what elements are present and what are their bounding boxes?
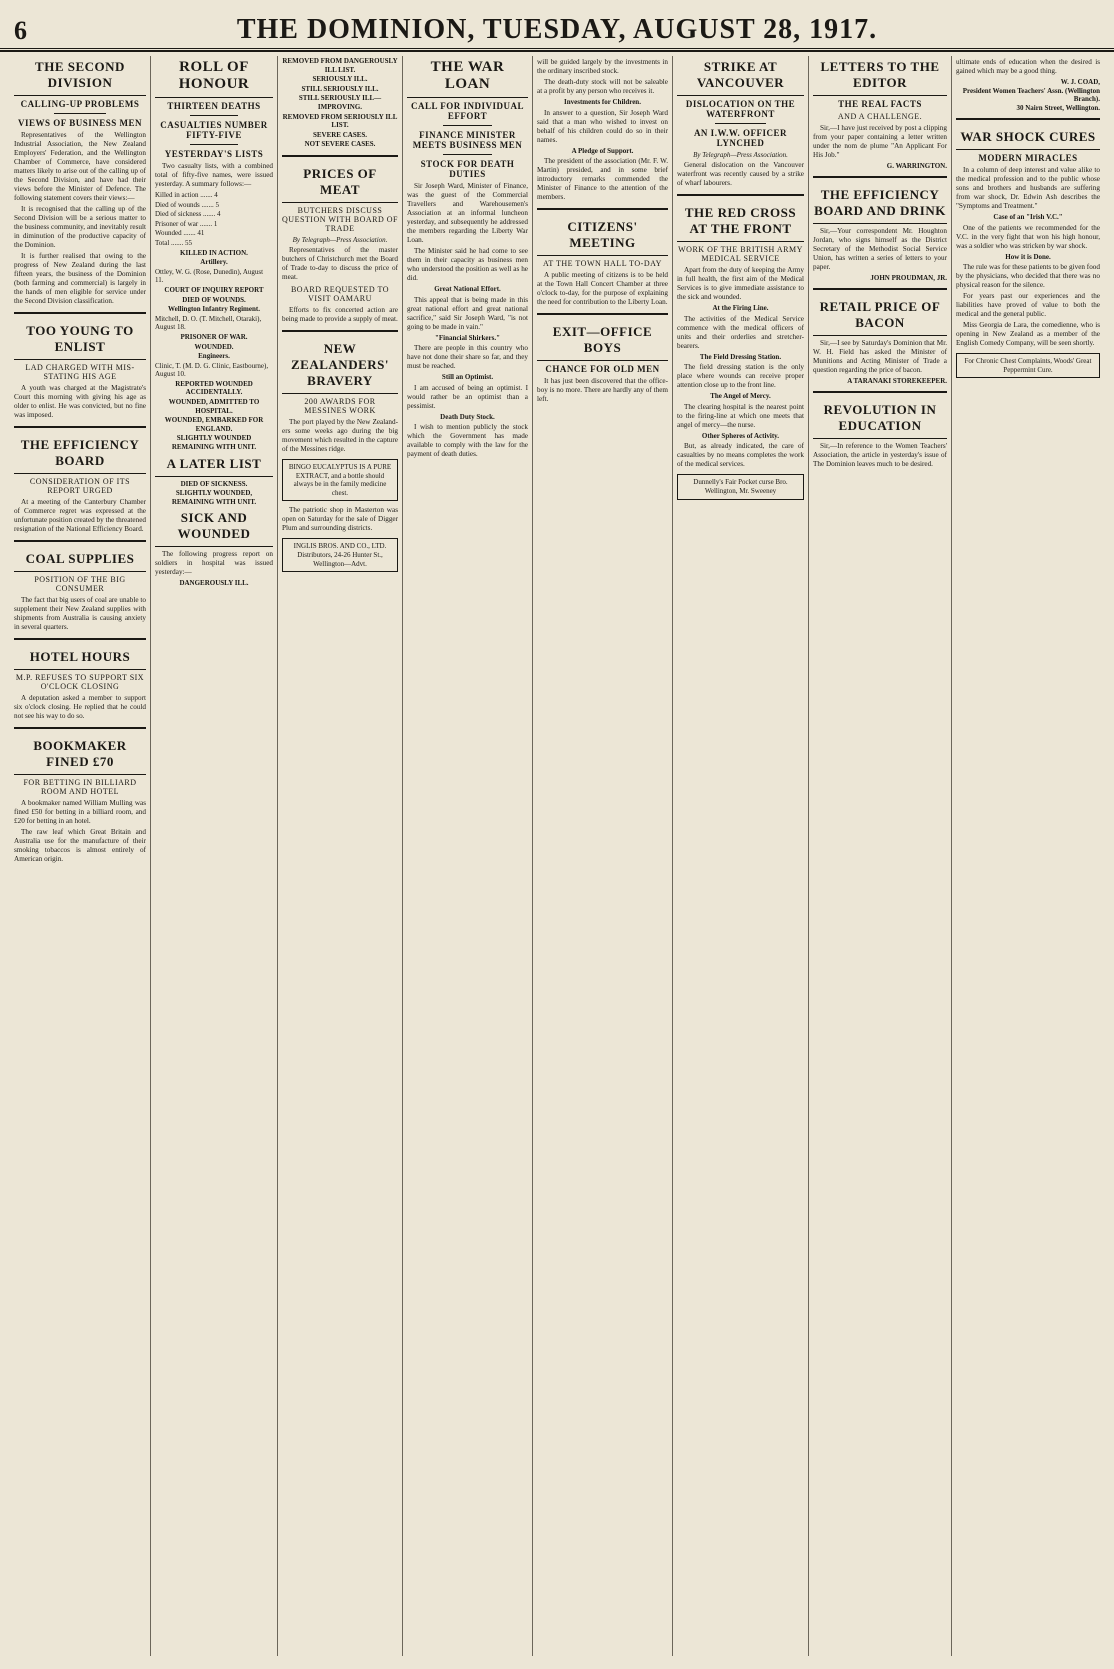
article-paragraph: The clearing hospital is the nearest point to the firing-line at which one meets that angel of mercy—the nurse. <box>677 402 804 429</box>
article-subheading: FINANCE MINISTER MEETS BUSINESS MEN <box>412 130 523 150</box>
article-subheading: AN I.W.W. OFFICER LYNCHED <box>693 128 788 148</box>
article-heading: EXIT—OFFICE BOYS <box>537 321 668 361</box>
letter-signature: G. WARRINGTON. <box>886 162 947 170</box>
column-3 <box>277 56 402 1656</box>
article-heading: TOO YOUNG TO ENLIST <box>14 320 146 360</box>
divider <box>282 155 398 157</box>
section-label: STILL SERIOUSLY ILL. <box>301 84 379 93</box>
article-heading: HOTEL HOURS <box>14 646 146 670</box>
article-heading: WAR SHOCK CURES <box>956 126 1100 150</box>
column-6 <box>672 56 808 1656</box>
divider <box>190 144 237 145</box>
article-subheading: MODERN MIRACLES <box>978 153 1078 163</box>
advertisement: Dunnelly's Fair Pocket curse Bro. Wellington, Mr. Sweeney <box>677 474 804 499</box>
article-subheading: FOR BETTING IN BILLIARD ROOM AND HOTEL <box>23 778 137 796</box>
section-label: WOUNDED. <box>194 342 234 351</box>
article-heading: BOOKMAKER FINED £70 <box>14 735 146 775</box>
summary-line: Prisoner of war ....... 1 <box>155 219 218 228</box>
article-heading: RETAIL PRICE OF BACON <box>813 296 947 336</box>
article-paragraph: The Minister said he had come to see them in their capacity as business men who understood the position as well as he did. <box>407 247 528 282</box>
summary-line: Wounded ....... 41 <box>155 229 205 238</box>
article-paragraph: The death-duty stock will not be saleable at a profit by any person who receives it. <box>537 78 668 95</box>
divider <box>443 125 491 126</box>
divider <box>14 312 146 314</box>
section-label: SEVERE CASES. <box>312 130 368 139</box>
section-label: REMOVED FROM DANGEROUSLY ILL LIST. <box>282 57 398 74</box>
article-heading: REVOLUTION IN EDUCATION <box>813 399 947 439</box>
article-heading: THE RED CROSS AT THE FRONT <box>677 202 804 242</box>
article-subheading: THE REAL FACTS <box>838 99 922 109</box>
summary-line: Died of sickness ....... 4 <box>155 210 221 219</box>
summary-line: Died of wounds ....... 5 <box>155 200 219 209</box>
summary-line: Total ....... 55 <box>155 238 193 247</box>
section-label: REPORTED WOUNDED ACCIDENTALLY. <box>175 379 253 397</box>
divider <box>813 176 947 178</box>
section-label: The Angel of Mercy. <box>710 392 771 401</box>
section-label: Still an Optimist. <box>441 373 494 382</box>
article-heading: NEW ZEALANDERS' BRAVERY <box>282 338 398 394</box>
article-paragraph: Representatives of the Wellington Industrial Association, the New Zealand Employers' Federation, and the Wellington Chamber of Commerce, have considered matters likely to arise out of the calling up of the Second Division, and have had their views before the Minister of Defence. The following statement covers their views:— <box>14 131 146 202</box>
article-paragraph: The raw leaf which Great Britain and Australia use for the manufacture of their smoking tobaccos is almost entirely of American origin. <box>14 828 146 863</box>
article-paragraph: Miss Georgia de Lara, the comedienne, who is opening in New Zealand as a member of the English Comedy Company, will be seen shortly. <box>956 321 1100 348</box>
divider <box>14 727 146 729</box>
newspaper-title: THE DOMINION, TUESDAY, AUGUST 28, 1917. <box>236 14 878 45</box>
section-label: "Financial Shirkers." <box>435 333 500 342</box>
column-2 <box>150 56 277 1656</box>
divider <box>54 113 107 114</box>
masthead-rule <box>0 48 1114 49</box>
article-paragraph: Apart from the duty of keeping the Army in full health, the first aim of the Medical Services is to give immediate assistance to the sick and wounded. <box>677 266 804 301</box>
article-subheading: M.P. REFUSES TO SUPPORT SIX O'CLOCK CLOSING <box>15 673 145 691</box>
article-subheading: CASUALTIES NUMBER FIFTY-FIVE <box>160 120 268 140</box>
masthead <box>0 0 1114 52</box>
article-heading: STRIKE AT VANCOUVER <box>677 56 804 96</box>
section-label: Investments for Children. <box>564 98 641 106</box>
article-paragraph: The rule was for these patients to be given food by the physicians, who decided that there was no physical reason for the silence. <box>956 263 1100 290</box>
divider <box>443 154 491 155</box>
unit-label: Wellington Infantry Regiment. <box>168 305 260 314</box>
section-label: DIED OF WOUNDS. <box>182 295 246 304</box>
article-paragraph: I wish to mention publicly the stock which the Government has made available to comply with the law for the payment of death duties. <box>407 423 528 459</box>
article-paragraph: The following progress report on soldiers in hospital was issued yesterday:— <box>155 550 273 577</box>
article-paragraph: It is recognised that the calling up of the Second Division will be a serious matter to the business community, and inevitably result in diminution of the productive capacity of the Dominion. <box>14 205 146 249</box>
section-label: SLIGHTLY WOUNDED, REMAINING WITH UNIT. <box>171 489 257 506</box>
section-label: A Pledge of Support. <box>571 146 634 155</box>
section-label: PRISONER OF WAR. <box>180 332 248 341</box>
article-paragraph: Two casualty lists, with a combined total of fifty-five names, were issued yesterday. A summary follows:— <box>155 162 273 188</box>
article-heading: A LATER LIST <box>155 453 273 477</box>
letter-paragraph: Sir,—I see by Saturday's Dominion that Mr. W. H. Field has asked the Minister of Munitions and Acting Minister of Trade a question regarding the price of bacon. <box>813 339 947 374</box>
section-label: SLIGHTLY WOUNDED REMAINING WITH UNIT. <box>171 434 257 452</box>
section-label: KILLED IN ACTION. <box>180 248 248 257</box>
section-label: REMOVED FROM SERIOUSLY ILL LIST. <box>282 112 398 130</box>
section-label: DANGEROUSLY ILL. <box>179 579 249 588</box>
article-heading: SICK AND WOUNDED <box>155 507 273 547</box>
article-paragraph: It is further realised that owing to the progress of New Zealand during the last fifteen years, the business of the Dominion (both farming and commercial) is largely in the hands of men eligible for service under the Second Division classification. <box>14 252 146 305</box>
article-paragraph: At a meeting of the Canterbury Chamber of Commerce regret was expressed at the unfortunate position created by the threatened resignation of the National Efficiency Board. <box>14 498 146 533</box>
divider <box>537 208 668 210</box>
article-heading: COAL SUPPLIES <box>14 548 146 572</box>
article-paragraph: The port played by the New Zealand-ers some weeks ago during the big movement which resulted in the capture of the Messines ridge. <box>282 417 398 453</box>
article-heading: THE SECOND DIVISION <box>14 56 146 96</box>
article-paragraph: A bookmaker named William Mulling was fined £50 for betting in a billiard room, and £20 for betting in an hotel. <box>14 799 146 825</box>
article-paragraph: It has just been discovered that the office-boy is no more. There are hardly any of them left. <box>537 377 668 404</box>
divider <box>14 426 146 428</box>
article-heading: ROLL OF HONOUR <box>155 56 273 98</box>
article-paragraph: Sir Joseph Ward, Minister of Finance, was the guest of the Commercial Travellers and Warehousemen's Association at an informal luncheon yesterday, and subsequently he addressed the members regarding the Liberty War Loan. <box>407 182 528 244</box>
section-label: WOUNDED, EMBARKED FOR ENGLAND. <box>164 416 264 433</box>
casualty-entry: Clinic, T. (M. D. G. Clinic, Eastbourne), August 10. <box>155 361 269 379</box>
column-1 <box>10 56 150 1656</box>
section-label: WOUNDED, ADMITTED TO HOSPITAL. <box>168 398 260 415</box>
article-paragraph: will be guided largely by the investments in the ordinary inscribed stock. <box>537 58 668 75</box>
section-label: At the Firing Line. <box>712 304 769 312</box>
divider <box>537 313 668 315</box>
casualty-entry: Ottley, W. G. (Rose, Dunedin), August 11. <box>155 267 264 285</box>
article-paragraph: A youth was charged at the Magistrate's Court this morning with giving his age as older to enlist. He was convicted, but no fine was imposed. <box>14 384 146 419</box>
article-paragraph: But, as already indicated, the care of casualties by no means completes the work of the medical services. <box>677 442 804 469</box>
section-label: DIED OF SICKNESS. <box>180 479 248 488</box>
summary-line: Killed in action ....... 4 <box>155 191 218 199</box>
section-label: Other Spheres of Activity. <box>701 431 780 440</box>
article-paragraph: A public meeting of citizens is to be held at the Town Hall Concert Chamber at three o'clock to-day, for the purpose of explaining the need for contribution to the Liberty Loan. <box>537 271 668 307</box>
article-paragraph: A deputation asked a member to support six o'clock closing. He replied that he could not see his way to do so. <box>14 694 146 720</box>
article-subheading: AND A CHALLENGE. <box>837 112 923 121</box>
article-subheading: 200 AWARDS FOR MESSINES WORK <box>304 396 376 415</box>
article-paragraph: The fact that big users of coal are unable to supplement their New Zealand supplies with shipments from Australia is causing anxiety in several quarters. <box>14 596 146 631</box>
article-heading: THE EFFICIENCY BOARD AND DRINK <box>813 184 947 224</box>
advertisement: For Chronic Chest Complaints, Woods' Great Peppermint Cure. <box>956 353 1100 378</box>
divider <box>677 194 804 196</box>
section-label: Death Duty Stock. <box>440 412 495 421</box>
section-label: Case of an "Irish V.C." <box>993 213 1063 221</box>
divider <box>14 540 146 542</box>
advertisement: BINGO EUCALYPTUS IS A PURE EXTRACT, and a bottle should always be in the family medicine chest. <box>282 459 398 501</box>
section-label: SERIOUSLY ILL. <box>312 75 368 84</box>
article-paragraph: Representatives of the master butchers of Christchurch met the Board of Trade to-day to discuss the price of meat. <box>282 245 398 281</box>
advertisement: INGLIS BROS. AND CO., LTD. Distributors, 24-26 Hunter St., Wellington—Advt. <box>282 538 398 572</box>
unit-label: Artillery. <box>200 258 228 267</box>
letter-signature: 30 Nairn Street, Wellington. <box>1016 104 1100 112</box>
article-paragraph: For years past our experiences and the liabilities have proved of value to both the medical and the general public. <box>956 292 1100 319</box>
article-subheading: CHANCE FOR OLD MEN <box>545 364 660 375</box>
letter-signature: JOHN PROUDMAN, JR. <box>870 274 947 282</box>
divider <box>813 288 947 290</box>
divider <box>715 123 766 124</box>
article-subheading: DISLOCATION ON THE WATERFRONT <box>685 99 796 119</box>
section-label: NOT SEVERE CASES. <box>304 140 376 149</box>
letter-paragraph: Sir,—I have just received by post a clipping from your paper containing a letter written under the nom de plume "An Applicant For His Job." <box>813 124 947 159</box>
article-subheading: STOCK FOR DEATH DUTIES <box>420 159 515 179</box>
article-heading: LETTERS TO THE EDITOR <box>813 56 947 96</box>
letter-signature: President Women Teachers' Assn. (Wellington Branch). <box>962 87 1100 103</box>
article-paragraph: The patriotic shop in Masterton was open on Saturday for the sale of Digger Plum and surrounding districts. <box>282 506 398 533</box>
section-label: Great National Effort. <box>434 285 501 293</box>
article-paragraph: There are people in this country who have not done their share so far, and they must be reached. <box>407 344 528 371</box>
divider <box>190 115 237 116</box>
article-heading: PRICES OF MEAT <box>282 163 398 203</box>
letter-signature: W. J. COAD, <box>1060 78 1100 86</box>
column-7 <box>808 56 951 1656</box>
article-subheading: YESTERDAY'S LISTS <box>164 149 264 159</box>
divider <box>956 118 1100 120</box>
article-subheading: THIRTEEN DEATHS <box>167 101 261 111</box>
divider <box>282 330 398 332</box>
divider <box>14 638 146 640</box>
article-subheading: BOARD REQUESTED TO VISIT OAMARU <box>290 284 390 303</box>
article-paragraph: In a column of deep interest and value alike to the medical profession and to the public whose sons and brothers and husbands are suffering from war shock, Dr. Edwin Ash describes the "Symptoms and Treatment." <box>956 166 1100 210</box>
column-5 <box>532 56 672 1656</box>
letter-paragraph: ultimate ends of education when the desired is gained which may be a good thing. <box>956 58 1100 75</box>
unit-label: Engineers. <box>198 352 230 361</box>
article-heading: THE EFFICIENCY BOARD <box>14 434 146 474</box>
section-label: COURT OF INQUIRY REPORT <box>164 285 264 294</box>
article-paragraph: In answer to a question, Sir Joseph Ward said that a man who wished to invest on behalf of his children could do so in their names. <box>537 108 668 144</box>
article-paragraph: I am accused of being an optimist. I would rather be an optimist than a pessimist. <box>407 383 528 410</box>
article-paragraph: The field dressing station is the only place where wounds can receive proper attention close up to the front line. <box>677 363 804 390</box>
page-number: 6 <box>14 16 27 45</box>
letter-paragraph: Sir,—In reference to the Women Teachers' Association, the article in yesterday's issue of The Dominion leaves much to be desired. <box>813 442 947 468</box>
article-subheading: VIEWS OF BUSINESS MEN <box>18 118 142 128</box>
article-subheading: CONSIDERATION OF ITS REPORT URGED <box>29 477 131 495</box>
article-subheading: LAD CHARGED WITH MIS-STATING HIS AGE <box>25 363 135 381</box>
byline: By Telegraph—Press Association. <box>693 151 788 159</box>
article-paragraph: One of the patients we recommended for the V.C. in the very fight that won his high honour, was a soldier who was stricken by war shock. <box>956 223 1100 250</box>
letter-paragraph: Sir,—Your correspondent Mr. Houghton Jordan, who signs himself as the District Secretary of the Methodist Social Service Union, has written a series of letters to your paper. <box>813 227 947 271</box>
casualty-entry: Mitchell, D. O. (T. Mitchell, Otaraki), August 18. <box>155 314 262 332</box>
article-paragraph: Efforts to fix concerted action are being made to provide a supply of meat. <box>282 305 398 323</box>
article-paragraph: The president of the association (Mr. F. W. Martin) presided, and in some brief introductory remarks commended the Minister of Finance to the attention of the members. <box>537 157 668 202</box>
section-label: STILL SERIOUSLY ILL—IMPROVING. <box>298 94 382 111</box>
article-heading: THE WAR LOAN <box>407 56 528 98</box>
article-paragraph: General dislocation on the Vancouver waterfront was recently caused by a strike of wharf labourers. <box>677 161 804 187</box>
article-subheading: AT THE TOWN HALL TO-DAY <box>543 259 662 269</box>
article-subheading: CALL FOR INDIVIDUAL EFFORT <box>410 101 524 121</box>
section-label: The Field Dressing Station. <box>699 352 782 361</box>
article-subheading: POSITION OF THE BIG CONSUMER <box>34 575 126 593</box>
letter-signature: A TARANAKI STOREKEEPER. <box>847 377 947 385</box>
section-label: How it is Done. <box>1005 252 1051 261</box>
column-4 <box>402 56 532 1656</box>
column-8 <box>951 56 1104 1656</box>
article-subheading: CALLING-UP PROBLEMS <box>20 99 140 109</box>
article-paragraph: The activities of the Medical Service commence with the medical officers of units and their orderlies and stretcher-bearers. <box>677 314 804 350</box>
article-subheading: WORK OF THE BRITISH ARMY MEDICAL SERVICE <box>678 245 803 263</box>
article-subheading: BUTCHERS DISCUSS QUESTION WITH BOARD OF TRADE <box>282 205 398 233</box>
divider <box>813 391 947 393</box>
article-heading: CITIZENS' MEETING <box>537 216 668 256</box>
byline: By Telegraph—Press Association. <box>292 235 388 244</box>
article-paragraph: This appeal that is being made in this great national effort and great national sacrifice," said Sir Joseph Ward, "is not going to be made in vain." <box>407 295 528 331</box>
